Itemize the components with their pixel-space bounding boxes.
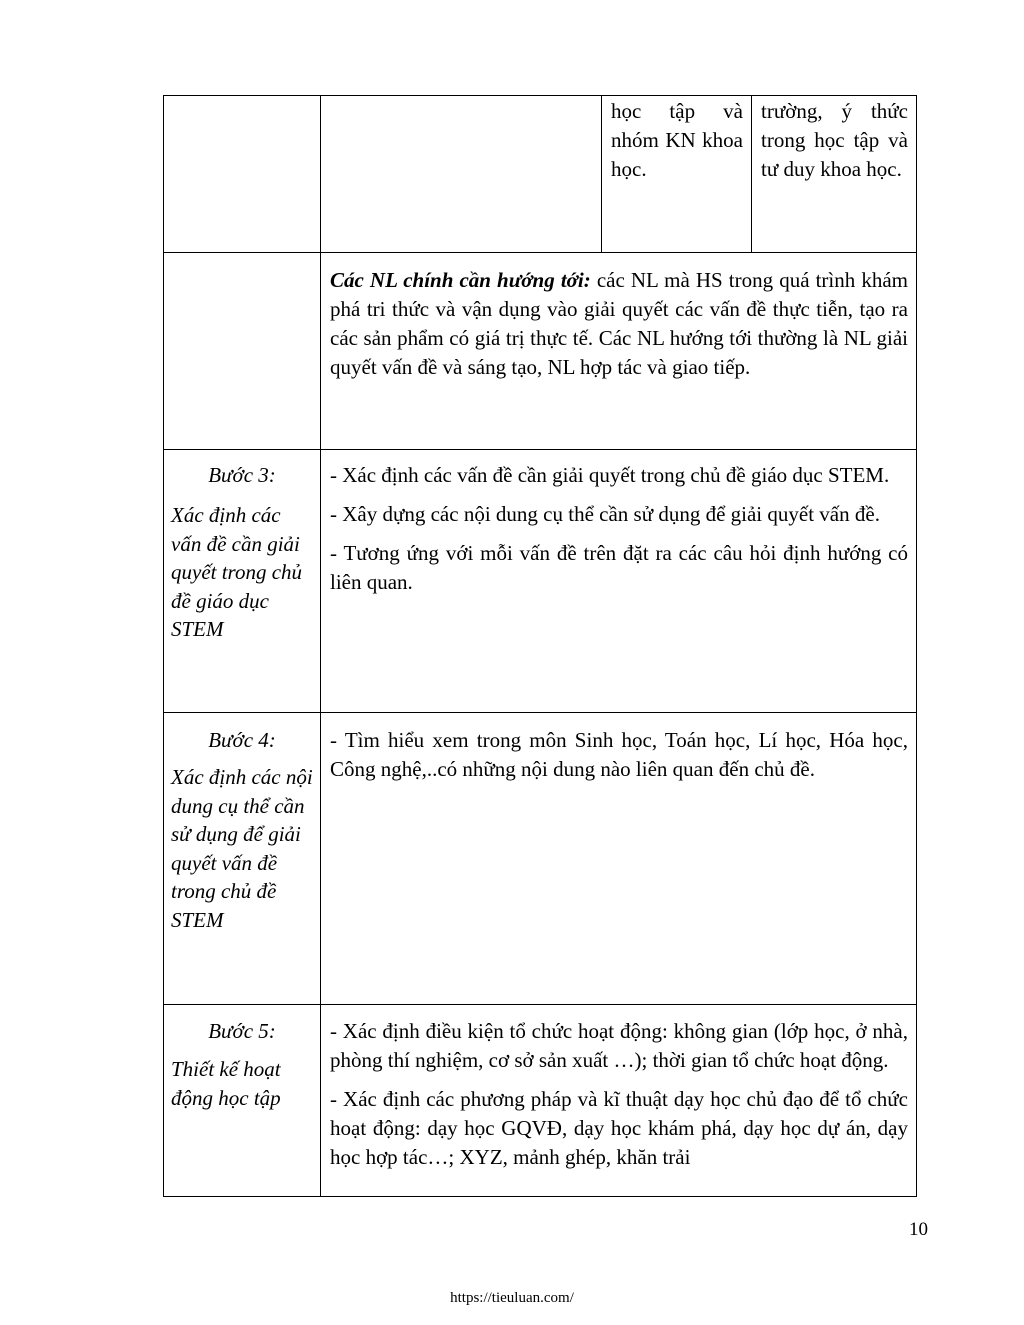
step5-title: Thiết kế hoạt động học tập <box>171 1057 281 1110</box>
step3-item: - Xây dựng các nội dung cụ thể cần sử dụng để giải quyết vấn đề. <box>330 502 880 526</box>
column-divider <box>320 95 321 1197</box>
step4-label-cell <box>171 726 313 934</box>
row1-col3-cell <box>611 97 743 184</box>
column-divider <box>751 95 752 253</box>
step5-label-cell <box>171 1017 313 1112</box>
row-divider <box>163 712 917 713</box>
row1-col4-cell <box>761 97 908 184</box>
row1-col4-text: trường, ý thức trong học tập và tư duy khoa học. <box>761 99 908 181</box>
footer-url: https://tieuluan.com/ <box>450 1290 574 1306</box>
step3-item: - Tương ứng với mỗi vấn đề trên đặt ra các câu hỏi định hướng có liên quan. <box>330 541 908 594</box>
step4-content-cell <box>330 726 908 784</box>
row-divider <box>163 252 917 253</box>
table-left-border <box>163 95 164 1197</box>
step3-content-cell <box>330 461 908 597</box>
step5-content-cell <box>330 1017 908 1195</box>
table-right-border <box>916 95 917 1197</box>
competencies-body: các NL mà HS trong quá trình khám phá tri thức và vận dụng vào giải quyết các vấn đề thực tiễn, tạo ra các sản phẩm có giá trị thực tế. Các NL hướng tới thường là NL giải quyết vấn đề và sáng tạo, NL hợp tác và giao tiếp. <box>330 268 908 379</box>
competencies-paragraph <box>330 266 908 382</box>
step5-item: - Xác định các phương pháp và kĩ thuật dạy học chủ đạo để tổ chức hoạt động: dạy học GQVĐ, dạy học khám phá, dạy học dự án, dạy học hợp tác…; XYZ, mảnh ghép, khăn trải <box>330 1087 908 1169</box>
competencies-heading: Các NL chính cần hướng tới: <box>330 268 591 292</box>
table-bottom-border <box>163 1196 917 1197</box>
row1-col3-text: học tập và nhóm KN khoa học. <box>611 99 743 181</box>
step3-title: Xác định các vấn đề cần giải quyết trong chủ đề giáo dục STEM <box>171 503 303 641</box>
row2-content-cell <box>330 266 908 382</box>
step5-label: Bước 5: <box>208 1019 276 1043</box>
step3-label-cell <box>171 461 313 644</box>
page-number: 10 <box>909 1219 928 1240</box>
row-divider <box>163 449 917 450</box>
column-divider <box>601 95 602 253</box>
table-top-border <box>163 95 917 96</box>
step4-label: Bước 4: <box>208 728 276 752</box>
row-divider <box>163 1004 917 1005</box>
step3-item: - Xác định các vấn đề cần giải quyết trong chủ đề giáo dục STEM. <box>330 463 890 487</box>
step4-item: - Tìm hiểu xem trong môn Sinh học, Toán học, Lí học, Hóa học, Công nghệ,..có những nội dung nào liên quan đến chủ đề. <box>330 728 908 781</box>
step5-item: - Xác định điều kiện tổ chức hoạt động: không gian (lớp học, ở nhà, phòng thí nghiệm, cơ sở sản xuất …); thời gian tổ chức hoạt động. <box>330 1019 908 1072</box>
step3-label: Bước 3: <box>208 463 276 487</box>
step4-title: Xác định các nội dung cụ thể cần sử dụng để giải quyết vấn đề trong chủ đề STEM <box>171 765 313 932</box>
